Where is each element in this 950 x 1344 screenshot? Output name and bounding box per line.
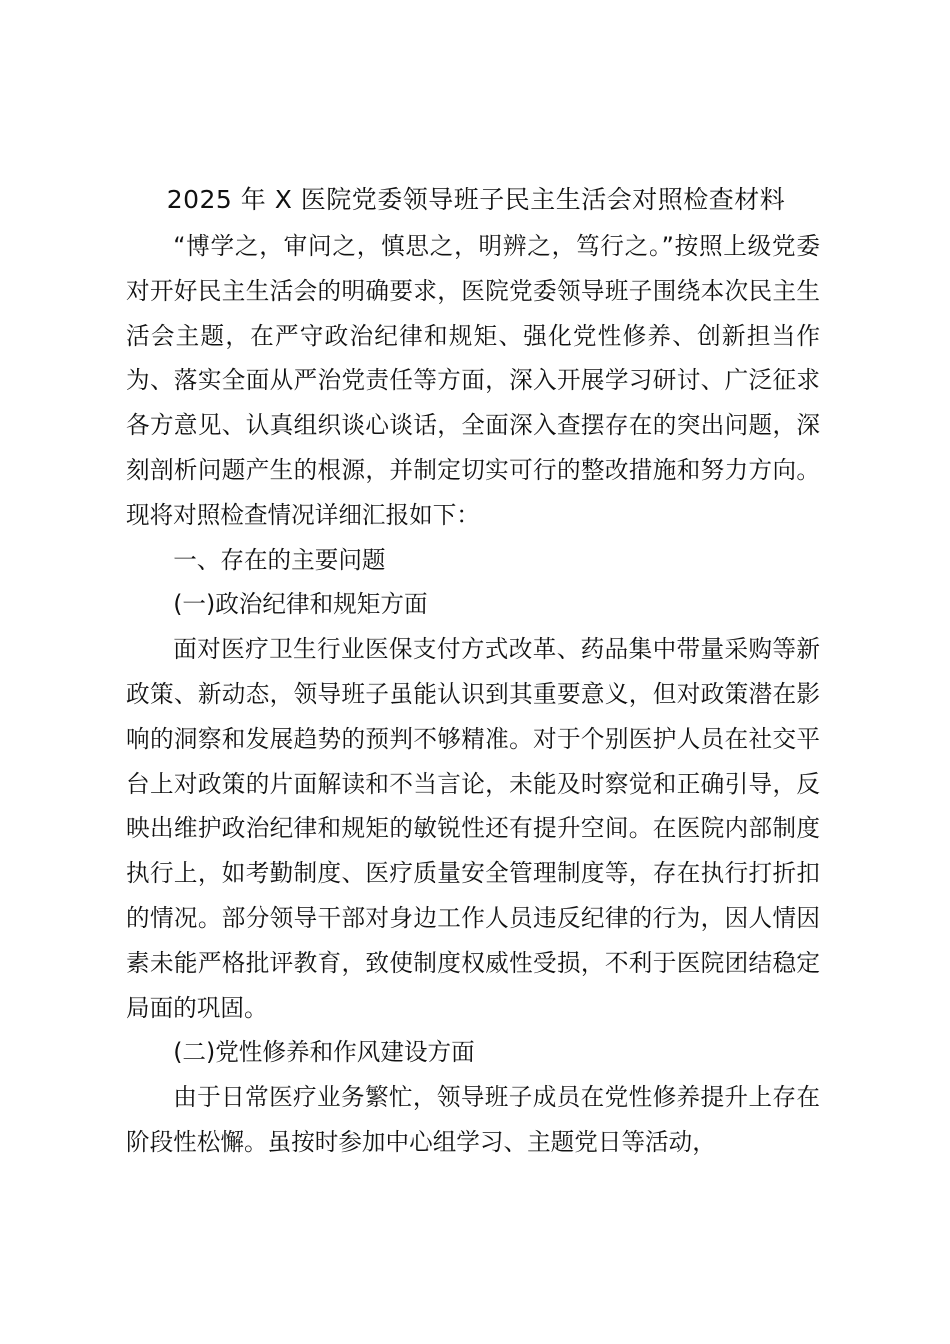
document-body — [126, 224, 820, 1165]
document-title: 2025 年 X 医院党委领导班子民主生活会对照检查材料 — [166, 185, 786, 214]
subsection-heading-party-spirit: (二)党性修养和作风建设方面 — [173, 1038, 475, 1067]
section-heading-problems: 一、存在的主要问题 — [173, 545, 386, 574]
political-discipline-paragraph: 面对医疗卫生行业医保支付方式改革、药品集中带量采购等新政策、新动态，领导班子虽能认识到其重要意义，但对政策潜在影响的洞察和发展趋势的预判不够精准。对于个别医护人员在社交平台上对政策的片面解读和不当言论，未能及时察觉和正确引导，反映出维护政治纪律和规矩的敏锐性还有提升空间。在医院内部制度执行上，如考勤制度、医疗质量安全管理制度等，存在执行打折扣的情况。部分领导干部对身边工作人员违反纪律的行为，因人情因素未能严格批评教育，致使制度权威性受损，不利于医院团结稳定局面的巩固。 — [126, 635, 820, 1022]
party-spirit-paragraph: 由于日常医疗业务繁忙，领导班子成员在党性修养提升上存在阶段性松懈。虽按时参加中心组学习、主题党日等活动， — [126, 1083, 820, 1156]
subsection-heading-political-discipline: (一)政治纪律和规矩方面 — [173, 590, 428, 619]
intro-paragraph: “博学之，审问之，慎思之，明辨之，笃行之。”按照上级党委对开好民主生活会的明确要求，医院党委领导班子围绕本次民主生活会主题，在严守政治纪律和规矩、强化党性修养、创新担当作为、落实全面从严治党责任等方面，深入开展学习研讨、广泛征求各方意见、认真组织谈心谈话，全面深入查摆存在的突出问题，深刻剖析问题产生的根源，并制定切实可行的整改措施和努力方向。现将对照检查情况详细汇报如下： — [126, 232, 820, 529]
